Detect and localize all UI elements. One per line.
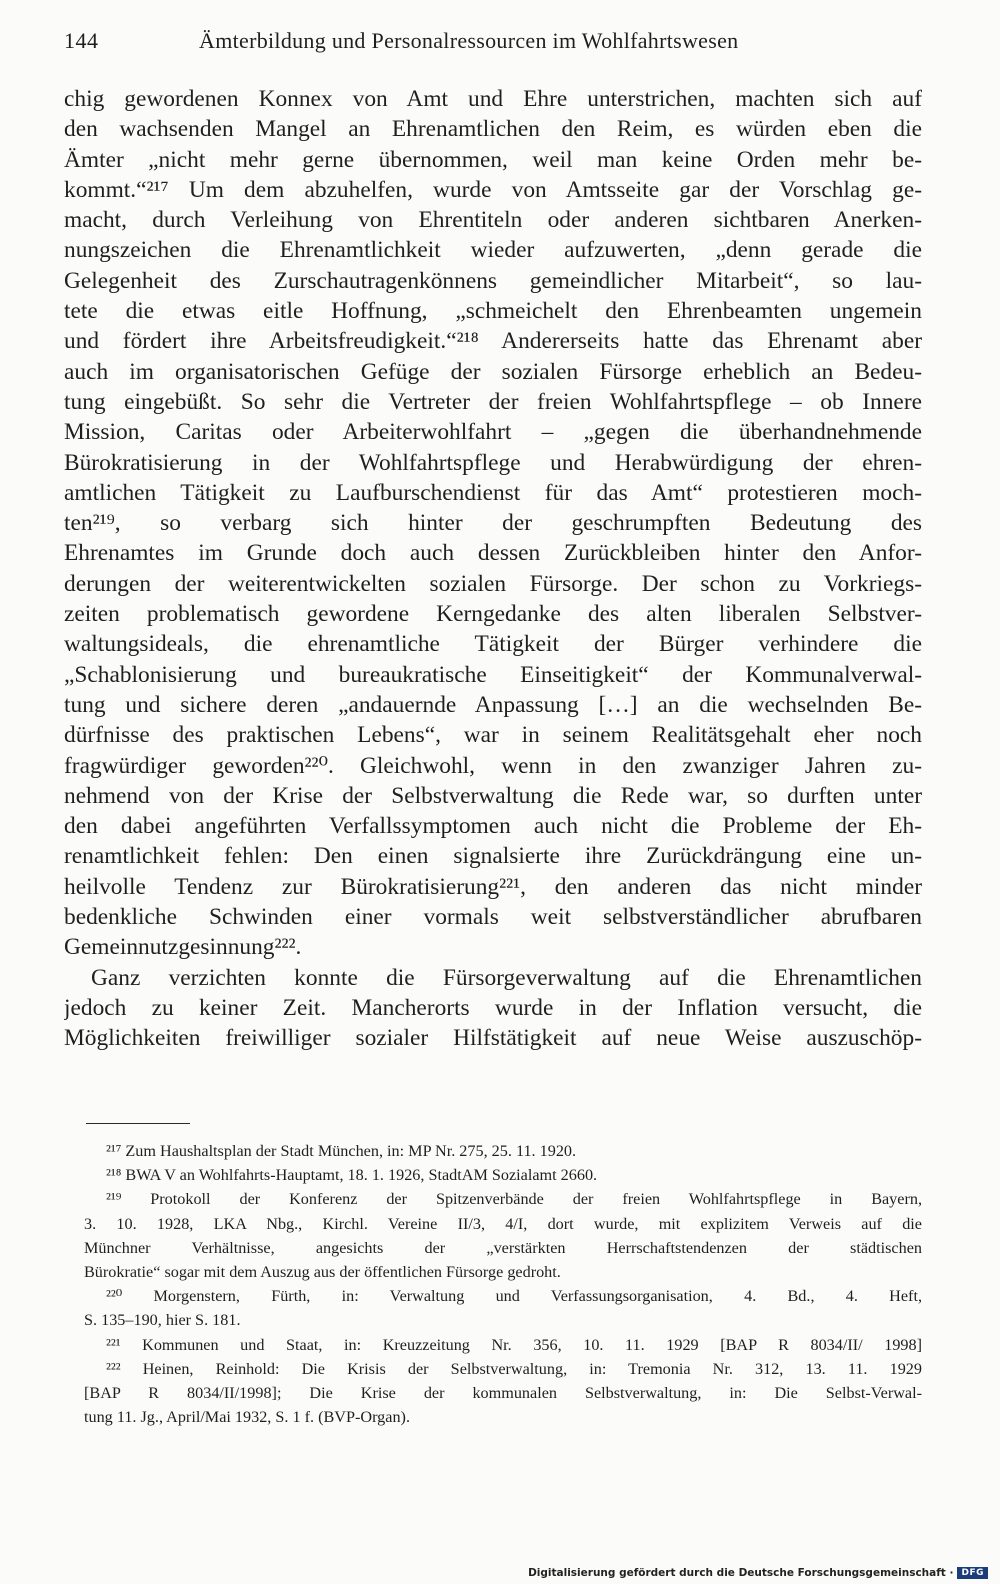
text-line: heilvolle Tendenz zur Bürokratisierung²²¹, den anderen das nicht minder bbox=[64, 873, 922, 900]
text-line: „Schablonisierung und bureaukratische Einseitigkeit“ der Kommunalverwal- bbox=[64, 661, 922, 688]
text-line: tung eingebüßt. So sehr die Vertreter der freien Wohlfahrtspflege – ob Innere bbox=[64, 388, 922, 415]
dfg-logo: DFG bbox=[957, 1567, 988, 1579]
text-line: bedenkliche Schwinden einer vormals weit selbstverständlicher abrufbaren bbox=[64, 904, 922, 931]
page-number: 144 bbox=[64, 28, 99, 53]
text-line: derungen der weiterentwickelten sozialen Fürsorge. Der schon zu Vorkriegs- bbox=[64, 570, 922, 597]
footnote-220: ²²⁰ Morgenstern, Fürth, in: Verwaltung und Verfassungsorganisation, 4. Bd., 4. Heft, bbox=[106, 1287, 922, 1306]
text-line: Ämter „nicht mehr gerne übernommen, weil man keine Orden mehr be- bbox=[64, 146, 922, 173]
text-line: und fördert ihre Arbeitsfreudigkeit.“²¹⁸ Andererseits hatte das Ehrenamt aber bbox=[64, 328, 922, 355]
footnote-217: ²¹⁷ Zum Haushaltsplan der Stadt München, in: MP Nr. 275, 25. 11. 1920. bbox=[106, 1142, 577, 1160]
paragraph-end-line: Gemeinnutzgesinnung²²². bbox=[64, 934, 302, 961]
text-line: zeiten problematisch gewordene Kerngedanke des alten liberalen Selbstver- bbox=[64, 601, 922, 628]
text-line: nungszeichen die Ehrenamtlichkeit wieder aufzuwerten, „denn gerade die bbox=[64, 237, 922, 264]
text-line: Gelegenheit des Zurschautragenkönnens gemeindlicher Mitarbeit“, so lau- bbox=[64, 267, 922, 294]
footnote-divider bbox=[86, 1123, 190, 1124]
footnote-222-line: tung 11. Jg., April/Mai 1932, S. 1 f. (BVP-Organ). bbox=[84, 1408, 410, 1427]
paragraph-start-line: Ganz verzichten konnte die Fürsorgeverwaltung auf die Ehrenamtlichen bbox=[91, 964, 922, 991]
text-line: Möglichkeiten freiwilliger sozialer Hilfstätigkeit auf neue Weise auszuschöp- bbox=[64, 1025, 922, 1052]
digitization-footer bbox=[528, 1567, 988, 1579]
text-line: tung und sichere deren „andauernde Anpassung […] an die wechselnden Be- bbox=[64, 691, 922, 718]
page-header bbox=[64, 28, 922, 68]
footnote-219: ²¹⁹ Protokoll der Konferenz der Spitzenverbände der freien Wohlfahrtspflege in Bayern, bbox=[106, 1190, 922, 1209]
text-line: renamtlichkeit fehlen: Den einen signalsierte ihre Zurückdrängung eine un- bbox=[64, 843, 922, 870]
text-line: jedoch zu keiner Zeit. Mancherorts wurde in der Inflation versucht, die bbox=[64, 994, 922, 1021]
footnote-219-line: Münchner Verhältnisse, angesichts der „verstärkten Herrschaftstendenzen der städtischen bbox=[84, 1238, 922, 1257]
text-line: amtlichen Tätigkeit zu Laufburschendienst für das Amt“ protestieren moch- bbox=[64, 479, 922, 506]
footnotes bbox=[84, 1139, 922, 1429]
text-line: Bürokratisierung in der Wohlfahrtspflege und Herabwürdigung der ehren- bbox=[64, 449, 922, 476]
text-line: den wachsenden Mangel an Ehrenamtlichen den Reim, es würden eben die bbox=[64, 116, 922, 143]
footnote-218: ²¹⁸ BWA V an Wohlfahrts-Hauptamt, 18. 1. 1926, StadtAM Sozialamt 2660. bbox=[106, 1166, 598, 1185]
text-line: Ehrenamtes im Grunde doch auch dessen Zurückbleiben hinter den Anfor- bbox=[64, 540, 922, 567]
text-line: nehmend von der Krise der Selbstverwaltung die Rede war, so durften unter bbox=[64, 782, 922, 809]
text-line: kommt.“²¹⁷ Um dem abzuhelfen, wurde von Amtsseite gar der Vorschlag ge- bbox=[64, 176, 922, 203]
footnote-221: ²²¹ Kommunen und Staat, in: Kreuzzeitung Nr. 356, 10. 11. 1929 [BAP R 8034/II/ 1998] bbox=[106, 1335, 922, 1354]
footnote-219-line: Bürokratie“ sogar mit dem Auszug aus der öffentlichen Fürsorge gedroht. bbox=[84, 1262, 561, 1281]
running-title: Ämterbildung und Personalressourcen im Wohlfahrtswesen bbox=[199, 28, 739, 53]
text-line: Mission, Caritas oder Arbeiterwohlfahrt – „gegen die überhandnehmende bbox=[64, 419, 922, 446]
text-line: den dabei angeführten Verfallssymptomen auch nicht die Probleme der Eh- bbox=[64, 813, 922, 840]
text-line: tete die etwas eitle Hoffnung, „schmeichelt den Ehrenbeamten ungemein bbox=[64, 298, 922, 325]
digitization-credit: Digitalisierung gefördert durch die Deutsche Forschungsgemeinschaft · bbox=[528, 1567, 954, 1579]
text-line: waltungsideals, die ehrenamtliche Tätigkeit der Bürger verhindere die bbox=[64, 631, 922, 658]
footnote-220-line: S. 135–190, hier S. 181. bbox=[84, 1311, 241, 1330]
text-line: ten²¹⁹, so verbarg sich hinter der geschrumpften Bedeutung des bbox=[64, 510, 922, 537]
text-line: macht, durch Verleihung von Ehrentiteln oder anderen sichtbaren Anerken- bbox=[64, 207, 922, 234]
text-line: dürfnisse des praktischen Lebens“, war in seinem Realitätsgehalt eher noch bbox=[64, 722, 922, 749]
text-line: fragwürdiger geworden²²⁰. Gleichwohl, wenn in den zwanziger Jahren zu- bbox=[64, 752, 922, 779]
footnote-219-line: 3. 10. 1928, LKA Nbg., Kirchl. Vereine II/3, 4/I, dort wurde, mit explizitem Verweis auf die bbox=[84, 1214, 922, 1233]
text-line: auch im organisatorischen Gefüge der sozialen Fürsorge erheblich an Bedeu- bbox=[64, 358, 922, 385]
text-line: chig gewordenen Konnex von Amt und Ehre unterstrichen, machten sich auf bbox=[64, 86, 922, 112]
footnote-222: ²²² Heinen, Reinhold: Die Krisis der Selbstverwaltung, in: Tremonia Nr. 312, 13. 11. 1929 bbox=[106, 1359, 922, 1378]
body-text bbox=[64, 84, 922, 1054]
footnote-222-line: [BAP R 8034/II/1998]; Die Krise der kommunalen Selbstverwaltung, in: Die Selbst-Verwal- bbox=[84, 1383, 922, 1402]
